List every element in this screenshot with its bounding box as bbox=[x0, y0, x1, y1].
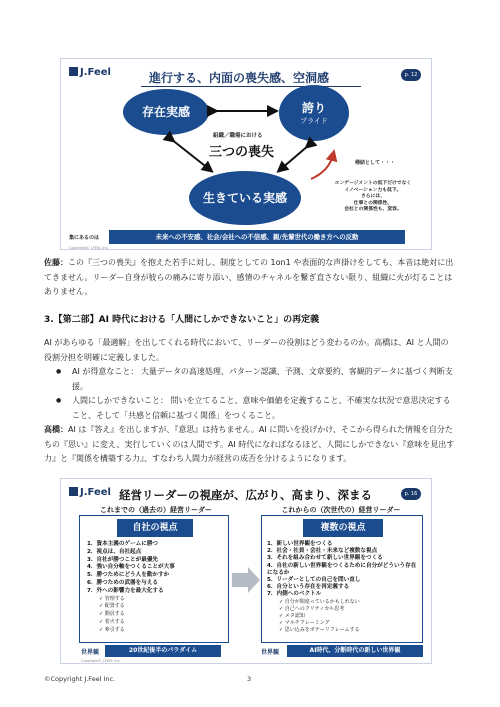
side-note-heading: 帰結として・・・ bbox=[355, 160, 396, 166]
page-badge: p. 12 bbox=[401, 69, 421, 81]
list-subitem: ✓ 配置する bbox=[99, 603, 125, 610]
list-item: 3．それを組み合わせて新しい世界観をつくる bbox=[267, 555, 383, 562]
list-item: 2．社会・社員・会社・未来など複数な視点 bbox=[267, 548, 378, 555]
list-subitem: ✓ メタ認知 bbox=[279, 613, 305, 620]
right-column-header: これからの（次世代の）経営リーダー bbox=[281, 506, 401, 514]
bottom-bar: 未来への不安感、社会/会社への不信感、親/先輩世代の働き方への反動 bbox=[109, 230, 405, 244]
list-item: 7．外への影響力を最大化する bbox=[87, 587, 164, 594]
world-label-right: 世界観 bbox=[261, 649, 280, 656]
arrow-right-icon bbox=[232, 567, 260, 593]
slide-copyright: Copyright© J.FEEL Inc. bbox=[81, 659, 121, 663]
paragraph-sato: 佐藤：この『三つの喪失』を抱えた若手に対し、制度としての 1on1 や表面的な声掛けをしても、本音は絶対に出てきません。リーダー自身が彼らの痛みに寄り添い、感情のチャネルを繋ぎ直さない限り、組織に火が灯ることはありません。 bbox=[44, 258, 454, 296]
slide-title: 進行する、内面の喪失感、空洞感 bbox=[149, 71, 330, 85]
list-item: 7．内側へのベクトル bbox=[267, 591, 322, 598]
circle-alive: 生きている実感 bbox=[189, 171, 301, 225]
list-subitem: ✓ 牽引する bbox=[99, 626, 125, 633]
list-subitem: ✓ 着火する bbox=[99, 618, 125, 625]
right-box-title: 複数の視点 bbox=[303, 519, 383, 537]
center-big-label: 三つの喪失 bbox=[209, 145, 275, 160]
left-worldview-bar: 20世紀後半のパラダイム bbox=[105, 645, 221, 657]
paragraph-intro: AI があらゆる「最適解」を出してくれる時代において、リーダーの役割はどう変わるのか。高橋は、AI と人間の役割分担を明確に定義しました。 bbox=[44, 338, 449, 362]
right-worldview-bar: AI時代、分断時代の新しい世界観 bbox=[287, 645, 423, 657]
slide-title: 経営リーダーの視座が、広がり、高まり、深まる bbox=[119, 488, 372, 502]
bullet-list bbox=[44, 365, 456, 423]
page-number: 3 bbox=[247, 675, 252, 683]
left-box-title: 自社の視点 bbox=[117, 519, 193, 537]
paragraph-takahashi: 高橋：AI は『答え』を出しますが、『意思』は持ちません。AI に問いを投げかけ、そこから得られた情報を自分たちの『思い』に変え、実行していくのは人間です。AI 時代になればなるほど、人間にしかできない『意味を見出す力』と『関係を構築する力』、すなわち人間力が経営の成否を分けるようになります。 bbox=[44, 425, 455, 463]
list-item: 3．自社が勝つことが最優先 bbox=[87, 556, 159, 563]
section-heading: 3.【第二部】AI 時代における「人間にしかできないこと」の再定義 bbox=[44, 315, 320, 325]
circle-existence: 存在実感 bbox=[123, 89, 209, 135]
list-subitem: ✓ 自分が間違っているかもしれない bbox=[279, 598, 360, 605]
list-subitem: ✓ 自己へのクリティカル思考 bbox=[279, 605, 345, 612]
circle-pride: 誇り プライド bbox=[279, 85, 349, 141]
list-subitem: ✓ 管理する bbox=[99, 595, 125, 602]
list-item: 1．資本主義のゲームに勝つ bbox=[87, 541, 159, 547]
list-subitem: ✓ 思い込みをポテーリフレームする bbox=[279, 627, 360, 634]
slide-loss bbox=[60, 58, 432, 250]
center-small-label: 組織／職場における bbox=[213, 133, 263, 139]
list-item: 6．勝つための武器を与える bbox=[87, 579, 159, 586]
slide-leader bbox=[60, 478, 432, 664]
left-list bbox=[87, 541, 227, 635]
left-column-header: これまでの（過去の）経営リーダー bbox=[100, 506, 212, 514]
logo-mark-icon bbox=[69, 487, 78, 496]
side-note: エンゲージメントの低下だけでなく イノベーション力も低下。 さらには、 仕事との関係性、 会社との関係性も、変容。 bbox=[334, 181, 412, 213]
list-item: 5．勝つためにどう人を動かすか bbox=[87, 572, 170, 579]
slide-copyright: Copyright© J.FEEL Inc. bbox=[69, 246, 109, 250]
list-item: 2．視点は、自社起点 bbox=[87, 548, 142, 555]
list-item: ● AI が得意なこと： 大量データの高速処理、パターン認識、予測、文章要約、客観的データに基づく判断支援。 bbox=[44, 365, 456, 394]
list-item: 1．新しい世界観をつくる bbox=[267, 541, 333, 547]
footer-copyright: ©Copyright J.Feel Inc. bbox=[44, 675, 116, 683]
logo: J.Feel bbox=[69, 67, 111, 78]
list-item: 4．強い自分軸をつくることが大事 bbox=[87, 564, 175, 571]
page-badge: p. 16 bbox=[401, 488, 421, 500]
list-item: 4．自社の新しい世界観をつくるために自分がどういう存在になるか bbox=[267, 562, 417, 576]
speaker-label: 佐藤： bbox=[44, 258, 68, 267]
list-item: ● 人間にしかできないこと： 問いを立てること、意味や価値を定義すること、不確実な状況で意思決定すること、そして「共感と信頼に基づく関係」をつくること。 bbox=[44, 394, 456, 423]
list-subitem: ✓ 動員する bbox=[99, 611, 125, 618]
right-list bbox=[267, 541, 419, 635]
list-item: 5．リーダーとしての自己を問い直し bbox=[267, 577, 361, 584]
speaker-label: 高橋： bbox=[44, 425, 68, 434]
list-subitem: ✓ マルチフレーミング bbox=[279, 620, 330, 627]
logo: J.Feel bbox=[69, 487, 111, 498]
bottom-label: 集にあるのは bbox=[69, 235, 100, 241]
world-label-left: 世界観 bbox=[81, 649, 100, 656]
list-item: 6．自分という存在を再定義する bbox=[267, 584, 350, 591]
